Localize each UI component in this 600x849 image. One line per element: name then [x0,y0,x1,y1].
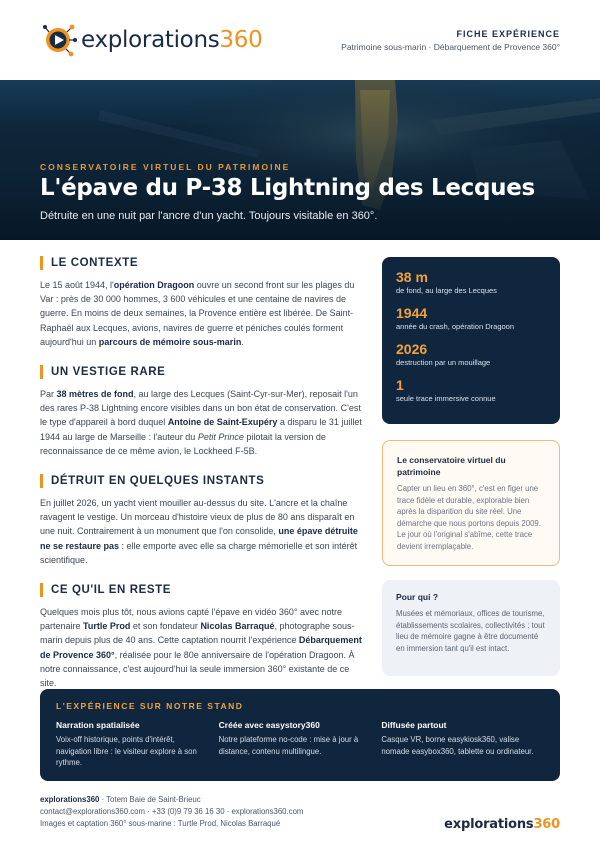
section [40,474,365,567]
page-footer [40,794,303,830]
hero-banner [0,80,600,240]
section [40,583,365,690]
section-body: Le 15 août 1944, l'opération Dragoon ouvre un second front sur les plages du Var : près de 30 000 hommes, 3 600 véhicules et une centaine de navires de guerre. En moins de deux semaines, la Provence entière est libérée. De Saint-Raphaël aux Lecques, avions, navires de guerre et péniches coulés forment aujourd'hui un parcours de mémoire sous-marin. [40,280,355,347]
stand-experience-panel [40,689,560,781]
feature-column [219,720,382,769]
section [40,256,365,349]
feature-text: Casque VR, borne easykiosk360, valise nomade easybox360, tablette ou ordinateur. [381,735,534,756]
footer-company: explorations360 [40,795,100,804]
footer-logo: explorations360 [444,817,560,832]
stat-item [396,269,546,295]
feature-title: Narration spatialisée [56,720,140,730]
document-type [341,29,560,52]
section-body: Par 38 mètres de fond, au large des Lecques (Saint-Cyr-sur-Mer), reposait l'un des rares P-38 Lightning encore visibles dans un bon état de conservation. C'est le type d'appareil à bord duquel Antoine de Saint-Exupéry a disparu le 31 juillet 1944 au large de Marseille : l'auteur du Petit Prince pilotait la version de reconnaissance de ce même avion, le Lockheed F-5B. [40,389,362,456]
card-title: Le conservatoire virtuel du patrimoine [397,455,506,477]
stat-value: 38 m [396,269,428,285]
section-body: En juillet 2026, un yacht vient mouiller au-dessus du site. L'ancre et la chaîne ravagent le vestige. Un morceau d'histoire vieux de plus de 80 ans disparaît en une nuit. Contrairement à un monument que l'on consolide, une épave détruite ne se restaure pas : elle emporte avec elle sa charge mémorielle et son intérêt scientifique. [40,498,358,565]
footer-contact: contact@explorations360.com · +33 (0)9 79 36 16 30 · explorations360.com [40,807,304,816]
feature-column [56,720,219,769]
stat-item [396,305,546,331]
hero-eyebrow: CONSERVATOIRE VIRTUEL DU PATRIMOINE [40,162,291,172]
stat-value: 1944 [396,305,428,321]
section [40,365,365,458]
feature-columns [56,720,544,769]
feature-text: Notre plateforme no-code : mise à jour à distance, contenu multilingue. [218,735,359,756]
page-header [0,0,600,80]
feature-title: Créée avec easystory360 [218,720,320,730]
feature-column [381,720,544,769]
card-title: Pour qui ? [396,592,439,602]
card-text: Musées et mémoriaux, offices de tourisme, établissements scolaires, collectivités : tout lieu de mémoire gagne à être documenté en immersion tant qu'il est intact. [396,609,545,653]
feature-text: Voix-off historique, points d'intérêt, navigation libre : le visiteur explore à son rythme. [56,735,197,767]
logo-wordmark: explorations360 [81,27,263,53]
section-title: LE CONTEXTE [40,256,365,270]
feature-title: Diffusée partout [381,720,447,730]
stat-value: 1 [396,377,404,393]
stat-label: seule trace immersive connue [396,394,496,403]
document-subtitle: Patrimoine sous-marin · Débarquement de Provence 360° [341,42,560,52]
main-column [40,256,365,706]
footer-address-line [40,794,303,806]
conservatoire-card [382,440,560,566]
section-title: CE QU'IL EN RESTE [40,583,365,597]
document-kicker: FICHE EXPÉRIENCE [456,29,560,39]
page-title: L'épave du P-38 Lightning des Lecques [40,175,535,201]
card-text: Capter un lieu en 360°, c'est en figer une trace fidèle et durable, explorable bien après la disparition du site réel. Une démarche que nous portons depuis 2009. Le jour où l'original s'abîme, cette trace devient irremplaçable. [397,484,541,551]
section-title: DÉTRUIT EN QUELQUES INSTANTS [40,474,365,488]
section-title: UN VESTIGE RARE [40,365,365,379]
section-body: Quelques mois plus tôt, nous avions capté l'épave en vidéo 360° avec notre partenaire Turtle Prod et son fondateur Nicolas Barraqué, photographe sous-marin depuis plus de 40 ans. Cette captation nourrit l'expérience Débarquement de Provence 360°, réalisée pour le 80e anniversaire de l'opération Dragoon. À notre connaissance, c'est aujourd'hui la seule immersion 360° existante de ce site. [40,607,362,689]
stat-label: année du crash, opération Dragoon [396,322,515,331]
stand-heading: L'EXPÉRIENCE SUR NOTRE STAND [56,701,244,711]
stat-label: destruction par un mouillage [396,358,491,367]
hero-lead: Détruite en une nuit par l'ancre d'un yacht. Toujours visitable en 360°. [40,210,378,222]
brand-logo [38,20,262,60]
stat-value: 2026 [396,341,428,357]
logo-icon [38,20,78,60]
audience-card [382,580,560,676]
stat-label: de fond, au large des Lecques [396,286,497,295]
stat-item [396,377,546,403]
footer-credits: Images et captation 360° sous-marine : Turtle Prod, Nicolas Barraqué [40,819,281,828]
stat-item [396,341,546,367]
key-figures-panel [382,257,560,424]
footer-address: · Totem Baie de Saint-Brieuc [99,795,201,804]
